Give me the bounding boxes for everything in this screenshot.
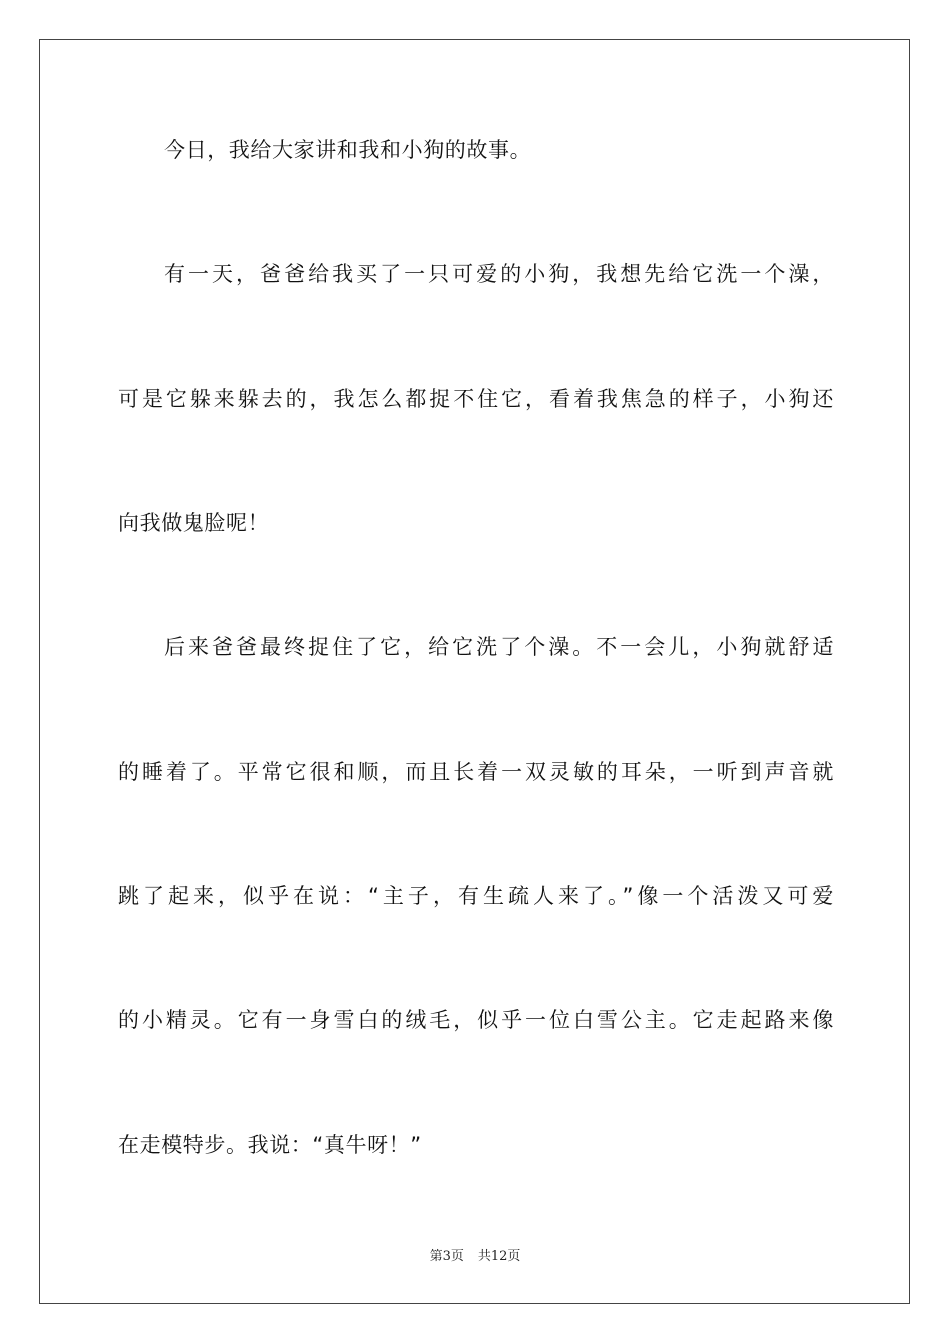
paragraph-line: 在走模特步。我说：“真牛呀！” (118, 1133, 422, 1157)
paragraph-line: 可是它躲来躲去的，我怎么都捉不住它，看着我焦急的样子，小狗还 (118, 387, 834, 411)
paragraph-line: 后来爸爸最终捉住了它，给它洗了个澡。不一会儿，小狗就舒适 (164, 635, 834, 659)
page-footer (0, 1248, 950, 1266)
paragraph-line: 的睡着了。平常它很和顺，而且长着一双灵敏的耳朵，一听到声音就 (118, 760, 834, 784)
paragraph-line: 有一天，爸爸给我买了一只可爱的小狗，我想先给它洗一个澡， (164, 262, 834, 286)
page-border (39, 39, 910, 1304)
paragraph-line: 的小精灵。它有一身雪白的绒毛，似乎一位白雪公主。它走起路来像 (118, 1008, 834, 1032)
paragraph-line: 今日，我给大家讲和我和小狗的故事。 (164, 138, 532, 162)
page-number: 第3页 (429, 1249, 464, 1264)
total-pages: 共12页 (477, 1249, 521, 1264)
paragraph-line: 跳了起来，似乎在说：“主子，有生疏人来了。”像一个活泼又可爱 (118, 884, 834, 908)
paragraph-line: 向我做鬼脸呢！ (118, 511, 270, 535)
